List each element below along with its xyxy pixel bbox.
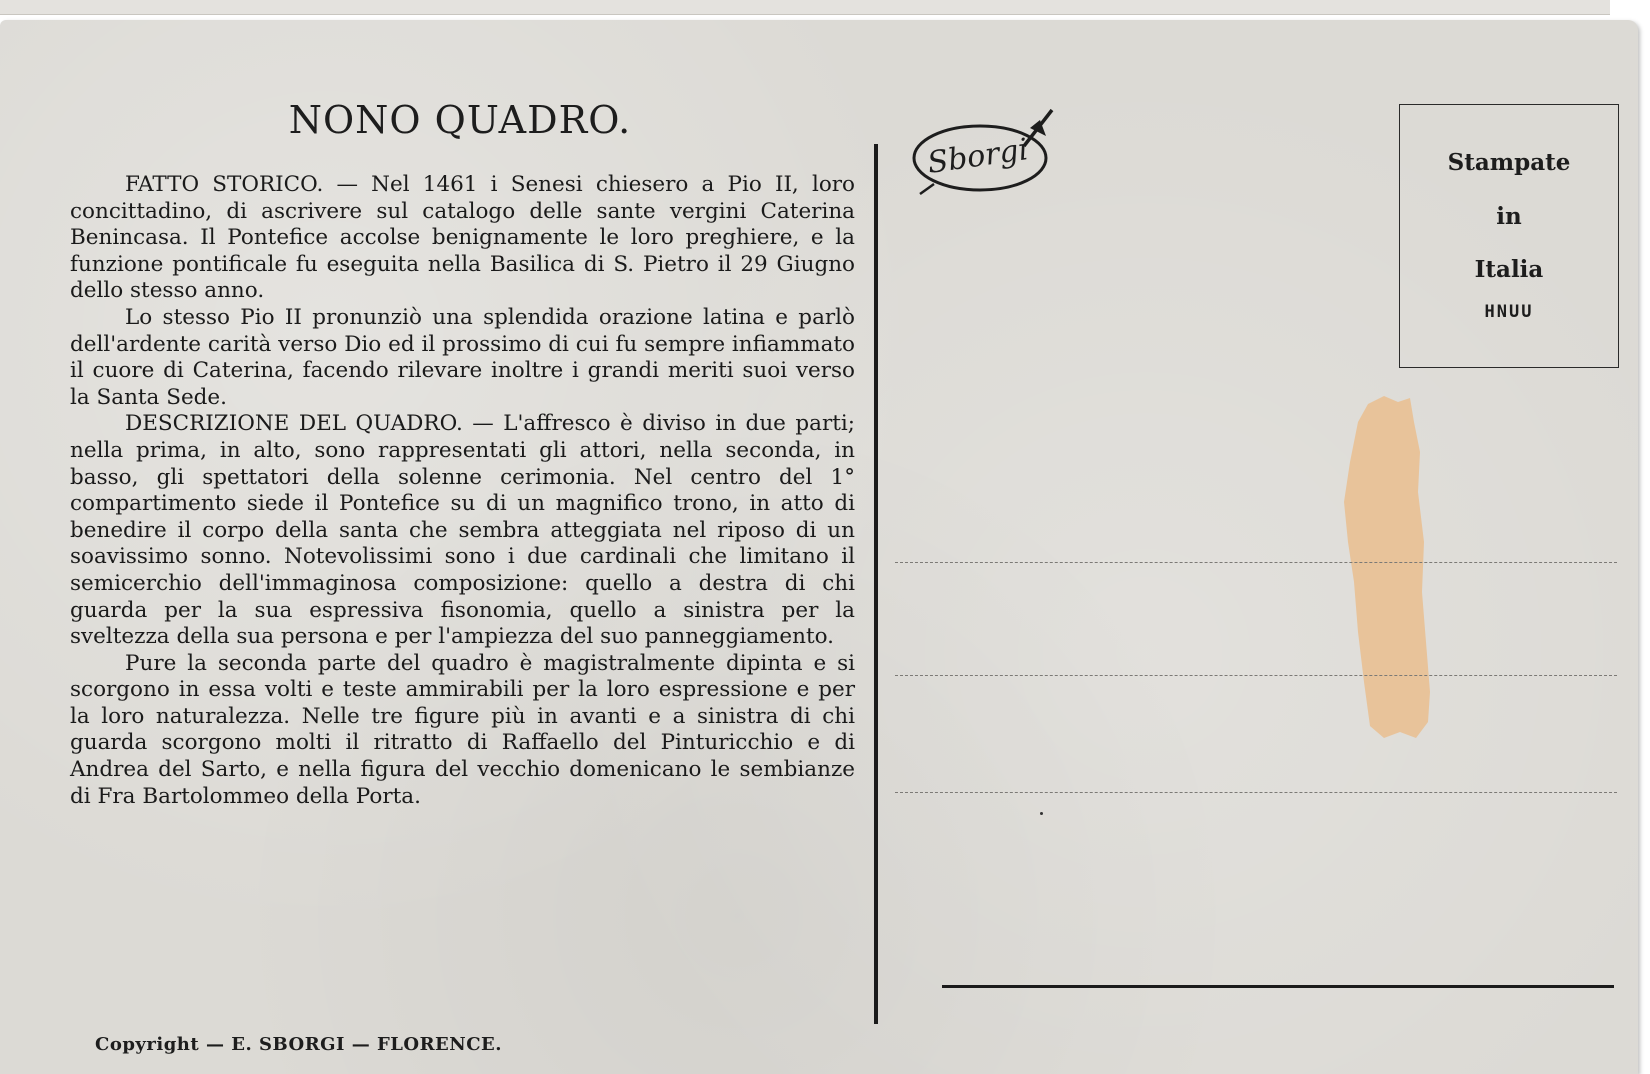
logo-text: Sborgi <box>925 132 1031 181</box>
copyright-line: Copyright — E. SBORGI — FLORENCE. <box>95 1034 503 1055</box>
speck <box>1040 812 1043 815</box>
postcard-back <box>0 20 1638 1074</box>
address-line-4 <box>942 985 1614 988</box>
stamp-code: HNUU <box>1484 302 1534 322</box>
stamp-box <box>1399 104 1619 368</box>
paragraph-painting-description: DESCRIZIONE DEL QUADRO. — L'affresco è diviso in due parti; nella prima, in alto, sono rappresentati gli attori, nella seconda, in basso, gli spettatori della solenne cerimonia. Nel centro del 1° compartimento siede il Pontefice su di un magnifico trono, in atto di benedire il corpo della santa che sembra atteggiata nel riposo di un soavissimo sonno. Notevolissimi sono i due cardinali che limitano il semicerchio dell'immaginosa composizione: quello a destra di chi guarda per la sua espressiva fisonomia, quello a sinistra per la sveltezza della sua persona e per l'ampiezza del suo panneggiamento. <box>70 411 855 650</box>
address-line-3 <box>895 792 1617 793</box>
center-divider <box>874 144 878 1024</box>
paragraph-oration: Lo stesso Pio II pronunziò una splendida orazione latina e parlò dell'ardente carità verso Dio ed il prossimo di cui fu sempre infiammato il cuore di Caterina, facendo rilevare inoltre i grandi meriti suoi verso la Santa Sede. <box>70 304 855 410</box>
description-text <box>70 172 855 810</box>
paragraph-historical-fact: FATTO STORICO. — Nel 1461 i Senesi chiesero a Pio II, loro concittadino, di ascrivere sul catalogo delle sante vergini Caterina Benincasa. Il Pontefice accolse benignamente le loro preghiere, e la funzione pontificale fu eseguita nella Basilica di S. Pietro il 29 Giugno dello stesso anno. <box>70 172 855 304</box>
paragraph-second-part: Pure la seconda parte del quadro è magistralmente dipinta e si scorgono in essa volti e teste ammirabili per la loro espressione e per la loro naturalezza. Nelle tre figure più in avanti e a sinistra di chi guarda scorgono molti il ritratto di Raffaello del Pinturicchio e di Andrea del Sarto, e nella figura del vecchio domenicano le sembianze di Fra Bartolommeo della Porta. <box>70 650 855 809</box>
stamp-text-italia: Italia <box>1474 256 1544 283</box>
card-title: NONO QUADRO. <box>288 98 632 142</box>
address-line-1 <box>895 562 1617 563</box>
adjacent-card-edge <box>0 0 1610 15</box>
address-line-2 <box>895 675 1617 676</box>
sborgi-logo <box>912 106 1062 202</box>
stamp-text-in: in <box>1496 203 1522 230</box>
stamp-text-stampate: Stampate <box>1447 149 1571 176</box>
tape-residue <box>1340 392 1436 742</box>
